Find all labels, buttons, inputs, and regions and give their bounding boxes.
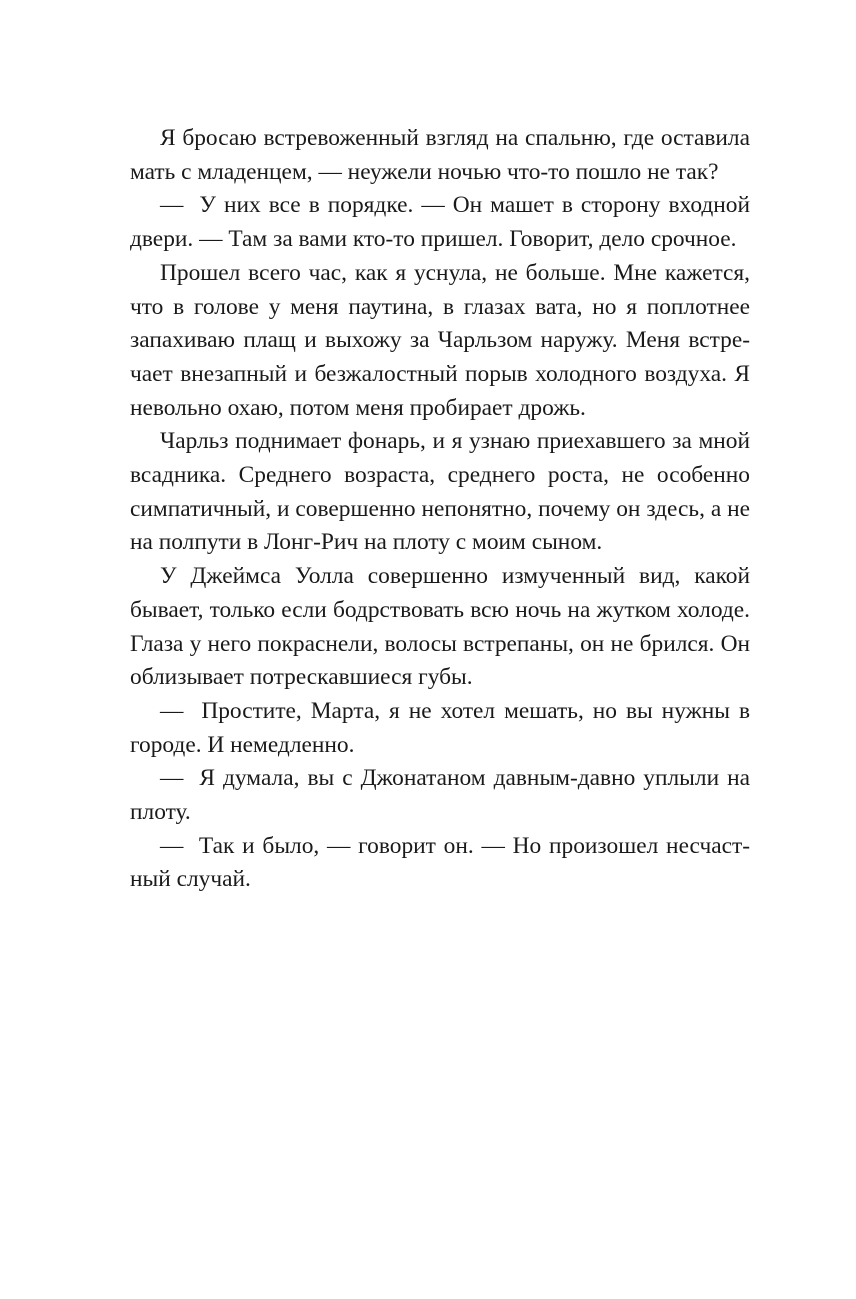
paragraph-8: — Так и было, — говорит он. — Но произошел несчастный случай. (130, 832, 750, 893)
paragraph-7: — Я думала, вы с Джонатаном давным-давно уплыли на плоту. (130, 765, 750, 826)
paragraph-2: — У них все в порядке. — Он машет в сторону входной двери. — Там за вами кто-то пришел. Говорит, дело срочное. (130, 192, 750, 253)
paragraph-4: Чарльз поднимает фонарь, и я узнаю приехавшего за мной всадника. Среднего возраста, среднего роста, не особенно симпатичный, и совершенно непонятно, почему он здесь, а не на полпути в Лонг-Рич на плоту с моим сыном. (130, 428, 750, 556)
paragraph-3: Прошел всего час, как я уснула, не больше. Мне кажется, что в голове у меня паутина, в глазах вата, но я поплотнее запахиваю плащ и выхожу за Чарльзом наружу. Меня встречает внезапный и безжалостный порыв холодного воздуха. Я невольно охаю, потом меня пробирает дрожь. (130, 259, 750, 421)
paragraph-5: У Джеймса Уолла совершенно измученный вид, какой бывает, только если бодрствовать всю ночь на жутком холоде. Глаза у него покраснели, волосы встрепаны, он не брился. Он облизывает потрескавшиеся губы. (130, 563, 750, 691)
page-text (130, 122, 750, 897)
paragraph-1: Я бросаю встревоженный взгляд на спальню, где оставила мать с младенцем, — неужели ночью что-то пошло не так? (130, 125, 750, 185)
paragraph-6: — Простите, Марта, я не хотел мешать, но вы нужны в городе. И немедленно. (130, 697, 750, 758)
